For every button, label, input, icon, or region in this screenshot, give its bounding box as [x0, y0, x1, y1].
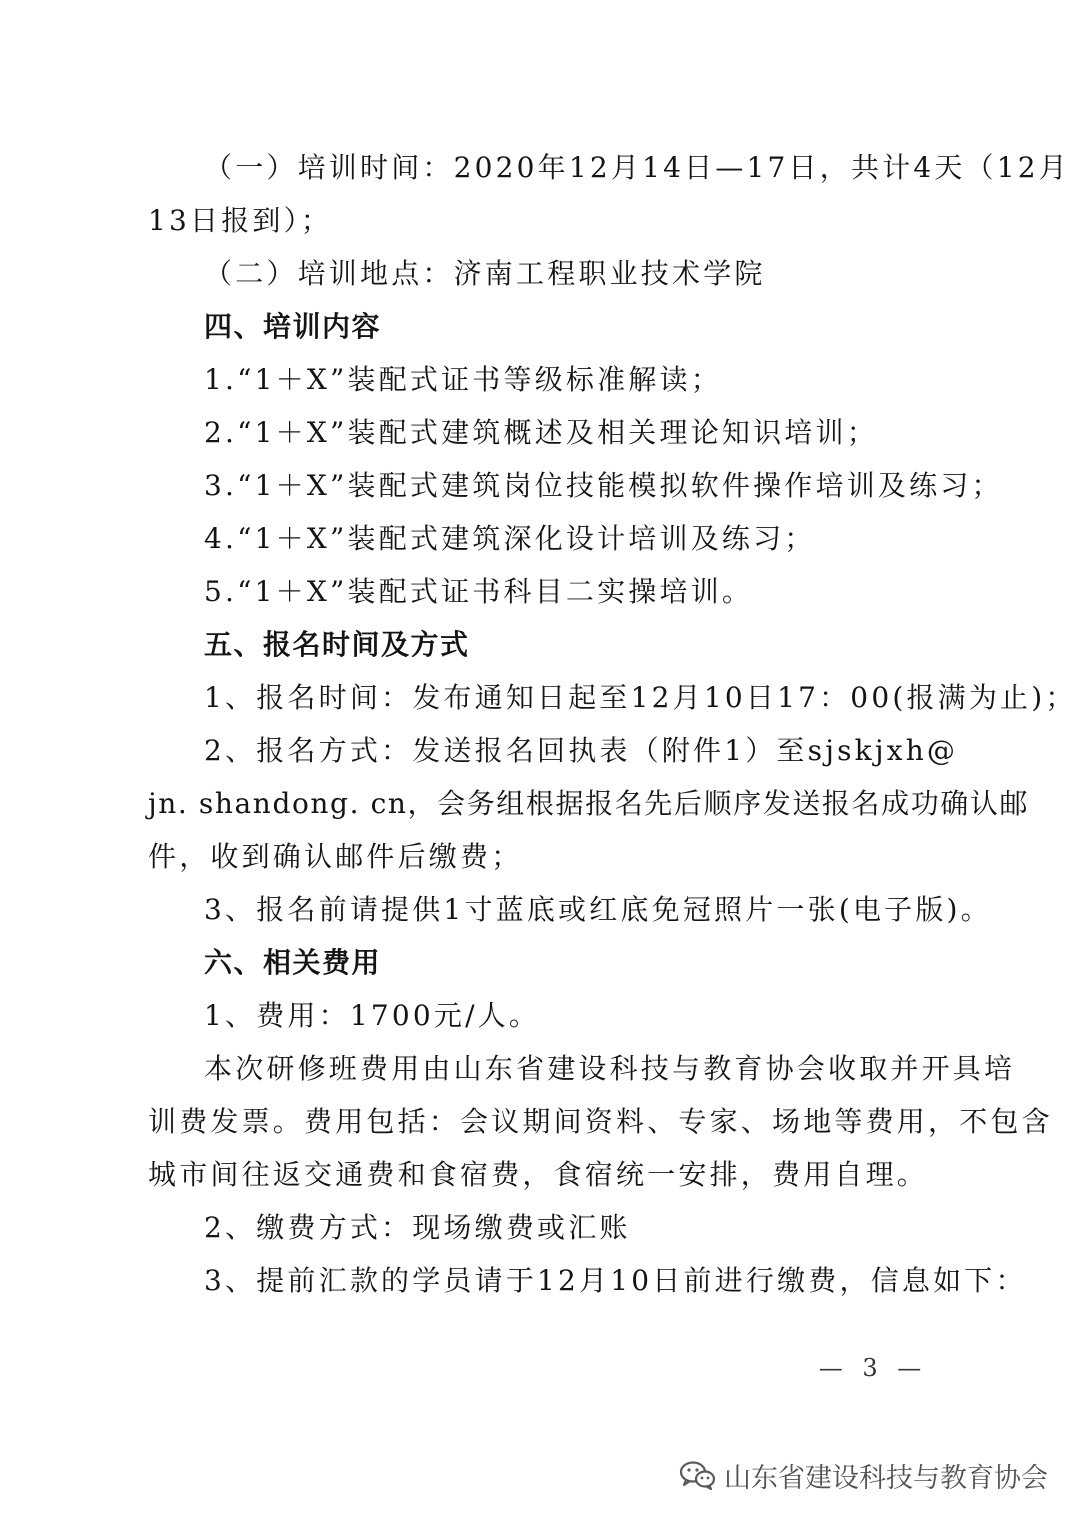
registration-photo: 3、报名前请提供1寸蓝底或红底免冠照片一张(电子版)。	[204, 893, 992, 926]
registration-method-line1: 2、报名方式：发送报名回执表（附件1）至sjskjxh@	[204, 734, 959, 767]
fee-description-line1: 本次研修班费用由山东省建设科技与教育协会收取并开具培	[204, 1052, 1016, 1085]
registration-time: 1、报名时间：发布通知日起至12月10日17：00(报满为止)；	[204, 681, 1077, 714]
content-item-3: 3.“1＋X”装配式建筑岗位技能模拟软件操作培训及练习；	[204, 469, 1003, 502]
training-time-line1: （一）培训时间：2020年12月14日—17日，共计4天（12月	[204, 151, 1070, 184]
fee-description-line3: 城市间往返交通费和食宿费，食宿统一安排，费用自理。	[148, 1158, 929, 1191]
registration-method-line2: jn. shandong. cn，会务组根据报名先后顺序发送报名成功确认邮	[148, 787, 1030, 820]
training-time-line2: 13日报到）；	[148, 204, 333, 237]
registration-method-line3: 件，收到确认邮件后缴费；	[148, 840, 523, 873]
section-heading-training-content: 四、培训内容	[204, 310, 382, 343]
section-heading-registration: 五、报名时间及方式	[204, 628, 470, 661]
training-location: （二）培训地点：济南工程职业技术学院	[204, 257, 766, 290]
page-number: — 3 —	[818, 1354, 928, 1382]
wechat-icon	[678, 1459, 716, 1491]
wechat-watermark	[678, 1455, 1048, 1495]
fee-amount: 1、费用：1700元/人。	[204, 999, 541, 1032]
watermark-text: 山东省建设科技与教育协会	[724, 1462, 1048, 1494]
content-item-1: 1.“1＋X”装配式证书等级标准解读；	[204, 363, 722, 396]
section-heading-fees: 六、相关费用	[204, 946, 382, 979]
fee-description-line2: 训费发票。费用包括：会议期间资料、专家、场地等费用，不包含	[148, 1105, 1053, 1138]
content-item-4: 4.“1＋X”装配式建筑深化设计培训及练习；	[204, 522, 816, 555]
content-item-5: 5.“1＋X”装配式证书科目二实操培训。	[204, 575, 754, 608]
advance-payment-note: 3、提前汇款的学员请于12月10日前进行缴费，信息如下：	[204, 1264, 1027, 1297]
payment-method: 2、缴费方式：现场缴费或汇账	[204, 1211, 631, 1244]
content-item-2: 2.“1＋X”装配式建筑概述及相关理论知识培训；	[204, 416, 878, 449]
